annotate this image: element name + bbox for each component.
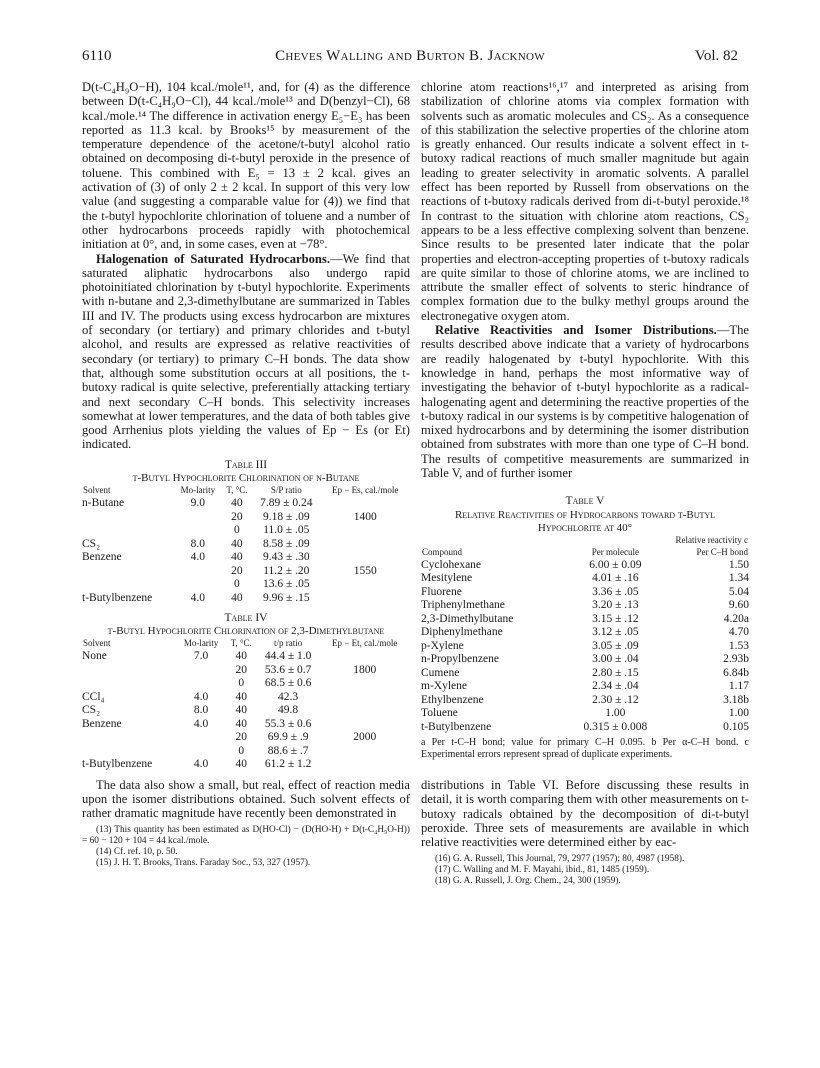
body-paragraph: distributions in Table VI. Before discussing these results in detail, it is worth comparing them with other measurements on t-butoxy radicals obtained by the decomposition of di-t-butyl peroxide. Three sets of measurements are available in which relative reactivities were determined either by eac- xyxy=(421,778,749,850)
table-cell: 4.0 xyxy=(190,551,206,564)
running-title: Cheves Walling and Burton B. Jacknow xyxy=(275,48,545,64)
table-cell: None xyxy=(82,650,107,663)
column-header: Solvent xyxy=(83,638,111,649)
table-cell: 1800 xyxy=(353,663,377,676)
table-cell: 1.53 xyxy=(728,639,749,652)
body-paragraph: The data also show a small, but real, effect of reaction media upon the isomer distributions obtained. Such solvent effects of rather dramatic magnitude have recently been demonstrated in xyxy=(82,777,410,821)
table-cell: Mesitylene xyxy=(421,572,473,585)
table-title: t-Butyl Hypochlorite Chlorination of 2,3-Dimethylbutane xyxy=(107,625,385,638)
table-cell: 3.15 ± .12 xyxy=(592,612,639,625)
table-row xyxy=(82,718,410,732)
column-header: Mo-larity xyxy=(183,638,219,649)
table-row xyxy=(82,745,410,759)
body-paragraph xyxy=(82,252,410,452)
table-cell xyxy=(174,578,222,592)
table-row xyxy=(421,667,749,681)
column-header: Per molecule xyxy=(591,546,639,557)
table-cell: 11.2 ± .20 xyxy=(263,564,310,577)
table-row xyxy=(421,707,749,721)
table-cell: p-Xylene xyxy=(421,639,464,652)
table-label: Table V xyxy=(565,495,605,508)
column-header: Ep − Et, cal./mole xyxy=(332,638,398,649)
table-row xyxy=(82,592,410,606)
table-label: Table IV xyxy=(224,612,268,625)
table-title: Relative Reactivities of Hydrocarbons toward t-Butyl Hypochlorite at 40° xyxy=(454,508,716,534)
footnote: (14) Cf. ref. 10, p. 50. xyxy=(96,846,178,857)
column-header: Solvent xyxy=(83,485,111,496)
table-cell: 68.5 ± 0.6 xyxy=(264,677,312,690)
table-cell: Diphenylmethane xyxy=(421,626,503,639)
table-cell xyxy=(174,565,222,579)
table-row xyxy=(421,626,749,640)
table-cell: CS₂ xyxy=(82,537,101,550)
table-cell: 49.8 xyxy=(278,704,299,717)
page-number: 6110 xyxy=(82,48,112,64)
table-cell: 40 xyxy=(235,758,247,771)
table-row xyxy=(82,664,410,678)
table-cell: 53.6 ± 0.7 xyxy=(264,663,312,676)
table-cell: Toluene xyxy=(421,707,458,720)
table-cell xyxy=(82,664,177,678)
table-cell: 9.60 xyxy=(728,599,749,612)
table-row xyxy=(82,497,410,511)
table-cell: 5.04 xyxy=(728,585,749,598)
table-cell: 4.20a xyxy=(723,612,749,625)
table-cell: 20 xyxy=(235,663,247,676)
table-cell: 40 xyxy=(231,591,243,604)
table-cell: 7.89 ± 0.24 xyxy=(260,497,313,510)
table-cell: 4.01 ± .16 xyxy=(592,572,639,585)
table-row xyxy=(82,650,410,664)
table-title: t-Butyl Hypochlorite Chlorination of n-Butane xyxy=(132,472,360,485)
table-cell: 2.34 ± .04 xyxy=(592,680,639,693)
table-cell: 2.30 ± .12 xyxy=(592,693,639,706)
table-cell xyxy=(82,731,177,745)
table-cell: 20 xyxy=(235,731,247,744)
table-cell: 1.00 xyxy=(728,707,749,720)
table-cell: CS₂ xyxy=(82,704,101,717)
table-row xyxy=(421,680,749,694)
table-row xyxy=(82,677,410,691)
table-cell: 2,3-Dimethylbutane xyxy=(421,612,514,625)
body-paragraph: D(t-C₄H₉O−H), 104 kcal./mole¹¹, and, for (4) as the difference between D(t-C₄H₉O−Cl), 44 kcal./mole¹³ and D(benzyl−Cl), 68 kcal./mole.¹⁴ The difference in activation energy E₅−E₃ has been reported as 11.3 kcal. by Brooks¹⁵ by measurement of the temperature dependence of the acetone/t-butyl alcohol ratio obtained on decomposing di-t-butyl peroxide in the presence of toluene. This combined with E₅ = 13 ± 2 kcal. gives an activation of (3) of only 2 ± 2 kcal. In support of this very low value (and suggesting a comparable value for (4)) we find that the t-butyl hypochlorite chlorination of toluene and a number of other hydrocarbons proceeds rapidly with photochemical initiation at 0°, and, in some cases, even at −78°. xyxy=(82,80,410,252)
table-cell: n-Butane xyxy=(82,497,125,510)
column-header: T, °C. xyxy=(230,638,252,649)
table-cell xyxy=(321,497,410,511)
table-cell: 6.84b xyxy=(723,666,749,679)
table-cell: 13.6 ± .05 xyxy=(263,578,310,591)
table-cell: t-Butylbenzene xyxy=(421,720,492,733)
table-cell: 8.0 xyxy=(190,537,206,550)
table-cell xyxy=(177,745,226,759)
table-row xyxy=(421,653,749,667)
table-cell xyxy=(319,650,410,664)
table-row xyxy=(421,599,749,613)
volume-label: Vol. 82 xyxy=(694,48,738,64)
table-iii xyxy=(82,485,410,605)
right-column xyxy=(421,80,749,887)
table-cell: Cumene xyxy=(421,666,460,679)
table-cell: 40 xyxy=(235,704,247,717)
table-cell: 55.3 ± 0.6 xyxy=(264,717,312,730)
footnotes xyxy=(82,825,410,869)
table-cell: 3.00 ± .04 xyxy=(592,653,639,666)
paragraph-text: —We find that saturated aliphatic hydrocarbons also undergo rapid photoinitiated chlorination by t-butyl hypochlorite. Experiments with n-butane and 2,3-dimethylbutane are summarized in Tables III and IV. The products using excess hydrocarbon are mixtures of secondary (or tertiary) and primary chlorides and t-butyl alcohol, and results are expressed as relative reactivities of secondary (or tertiary) to primary C–H bonds. The data show that, although some substitution occurs at all positions, the t-butoxy radical is quite selective, preferentially attacking tertiary and next secondary C–H bonds. This selectivity increases somewhat at lower temperatures, and the data of both tables give good Arrhenius plots yielding the values of Ep − Es (or Et) indicated. xyxy=(82,251,411,452)
table-cell: 4.0 xyxy=(193,690,209,703)
footnote: (15) J. H. T. Brooks, Trans. Faraday Soc., 53, 327 (1957). xyxy=(96,857,311,868)
body-paragraph xyxy=(421,323,749,480)
body-paragraph: chlorine atom reactions¹⁶,¹⁷ and interpreted as arising from stabilization of chlorine atoms via complex formation with solvents such as aromatic molecules and CS₂. As a consequence of this stabilization the selective properties of the chlorine atom is greatly enhanced. Our results indicate a solvent effect in t-butoxy radical reactions of much smaller magnitude but again leading to greater selectivity in aromatic solvents. A parallel effect has been reported by Russell from observations on the reactions of t-butoxy radicals derived from di-t-butyl peroxide.¹⁸ In contrast to the situation with chlorine atom reactions, CS₂ appears to be a less effective complexing solvent than benzene. Since results to be presented later indicate that the polar properties and electron-accepting properties of t-butoxy radicals are quite similar to those of chlorine atoms, we are inclined to attribute the smaller effect of solvents to steric hindrance of complex formation due to the bulky methyl groups around the electronegative oxygen atom. xyxy=(421,80,749,323)
table-label: Table III xyxy=(224,458,268,471)
table-cell: 0 xyxy=(234,578,240,591)
table-cell xyxy=(319,704,410,718)
table-row xyxy=(82,565,410,579)
table-cell: Cyclohexane xyxy=(421,558,482,571)
table-cell: Benzene xyxy=(82,717,122,730)
table-row xyxy=(82,578,410,592)
table-cell: 0 xyxy=(238,677,245,690)
table-cell: 4.70 xyxy=(728,626,749,639)
table-cell: 6.00 ± 0.09 xyxy=(589,558,642,571)
table-row xyxy=(82,551,410,565)
table-row xyxy=(82,538,410,552)
table-cell: 1.50 xyxy=(728,558,749,571)
table-v xyxy=(421,535,749,735)
table-cell xyxy=(82,677,177,691)
table-row xyxy=(421,613,749,627)
table-cell: n-Propylbenzene xyxy=(421,653,499,666)
section-heading: Halogenation of Saturated Hydrocarbons. xyxy=(96,251,330,266)
table-cell: 3.05 ± .09 xyxy=(592,639,639,652)
table-cell: 0 xyxy=(238,744,245,757)
table-row xyxy=(421,640,749,654)
table-cell xyxy=(174,511,222,525)
table-cell xyxy=(177,677,226,691)
column-header: T, °C. xyxy=(226,485,248,496)
table-cell: 1.17 xyxy=(728,680,749,693)
table-row xyxy=(82,511,410,525)
table-row xyxy=(421,559,749,573)
table-cell: 20 xyxy=(231,510,243,523)
paragraph-text: —The results described above indicate that a variety of hydrocarbons are readily halogenated by t-butyl hypochlorite. With this knowledge in hand, perhaps the most informative way of investigating the behavior of t-butyl hypochlorite as a radical-halogenating agent and determining the reactive properties of the t-butoxy radical in our systems is by competitive halogenation of mixed hydrocarbons and by determining the isomer distribution obtained from substrates with more than one type of C–H bond. The results of competitive measurements are summarized in Table V, and of further isomer xyxy=(421,323,750,481)
table-cell: 4.0 xyxy=(190,591,206,604)
left-column xyxy=(82,80,410,869)
table-cell: 3.20 ± .13 xyxy=(592,599,639,612)
table-cell: 4.0 xyxy=(193,717,209,730)
footnotes xyxy=(421,854,749,887)
table-cell xyxy=(321,592,410,606)
column-header: Mo-larity xyxy=(180,485,216,496)
table-cell xyxy=(177,731,226,745)
table-cell: 61.2 ± 1.2 xyxy=(264,758,312,771)
table-cell: 44.4 ± 1.0 xyxy=(264,650,312,663)
table-row xyxy=(421,572,749,586)
footnote: (18) G. A. Russell, J. Org. Chem., 24, 300 (1959). xyxy=(435,875,621,886)
column-header: Compound xyxy=(422,546,463,557)
table-iv xyxy=(82,638,410,772)
table-cell: 42.3 xyxy=(278,690,299,703)
table-row xyxy=(82,704,410,718)
running-header xyxy=(82,48,738,68)
table-cell: 9.96 ± .15 xyxy=(263,591,310,604)
table-cell xyxy=(177,664,226,678)
table-cell: t-Butylbenzene xyxy=(82,591,153,604)
footnote: (13) This quantity has been estimated as D(HO-Cl) − (D(HO-H) + D(t-C₄H₉O-H)) = 60 − 120 + 104 = 44 kcal./mole. xyxy=(82,824,410,846)
table-cell: 8.58 ± .09 xyxy=(263,537,310,550)
table-cell xyxy=(321,551,410,565)
table-cell: 40 xyxy=(231,551,243,564)
column-header: t/p ratio xyxy=(273,638,303,649)
table-cell: 3.12 ± .05 xyxy=(592,626,639,639)
table-cell xyxy=(319,691,410,705)
table-cell: 1400 xyxy=(353,510,377,523)
section-heading: Relative Reactivities and Isomer Distributions. xyxy=(435,323,717,338)
table-cell xyxy=(174,524,222,538)
table-cell: 3.18b xyxy=(723,693,749,706)
table-cell: 40 xyxy=(235,650,247,663)
table-row xyxy=(82,524,410,538)
table-cell xyxy=(321,578,410,592)
table-cell: Fluorene xyxy=(421,585,462,598)
table-cell: 1.00 xyxy=(605,707,626,720)
table-cell: 88.6 ± .7 xyxy=(267,744,309,757)
table-cell: Triphenylmethane xyxy=(421,599,505,612)
column-group-header: Relative reactivity c xyxy=(675,534,748,545)
table-cell xyxy=(82,524,174,538)
table-cell: m-Xylene xyxy=(421,680,467,693)
table-cell: 40 xyxy=(231,537,243,550)
table-row xyxy=(82,731,410,745)
table-cell xyxy=(82,745,177,759)
footnote: (17) C. Walling and M. F. Mayahi, ibid., 81, 1485 (1959). xyxy=(435,864,650,875)
footnote: (16) G. A. Russell, This Journal, 79, 2977 (1957); 80, 4987 (1958). xyxy=(435,853,685,864)
table-cell: 4.0 xyxy=(193,758,209,771)
table-cell: 9.18 ± .09 xyxy=(263,510,310,523)
table-cell xyxy=(321,524,410,538)
table-cell: 2000 xyxy=(353,731,377,744)
table-cell xyxy=(319,677,410,691)
table-cell: 9.0 xyxy=(190,497,206,510)
table-cell: 0.315 ± 0.008 xyxy=(583,720,648,733)
table-cell: 40 xyxy=(235,717,247,730)
table-cell xyxy=(319,758,410,772)
table-cell xyxy=(82,578,174,592)
table-cell: 3.36 ± .05 xyxy=(592,585,639,598)
table-cell xyxy=(82,511,174,525)
table-cell: 2.80 ± .15 xyxy=(592,666,639,679)
table-cell: 2.93b xyxy=(723,653,749,666)
table-row xyxy=(421,586,749,600)
table-cell: 0.105 xyxy=(723,720,749,733)
table-cell: 1550 xyxy=(353,564,377,577)
table-cell xyxy=(321,538,410,552)
table-cell: 40 xyxy=(235,690,247,703)
table-cell: CCl₄ xyxy=(82,690,105,703)
table-cell xyxy=(319,718,410,732)
table-cell: 9.43 ± .30 xyxy=(263,551,310,564)
table-row xyxy=(82,691,410,705)
table-row xyxy=(421,721,749,735)
column-header: S/P ratio xyxy=(270,485,302,496)
column-header: Ep − Es, cal./mole xyxy=(332,485,399,496)
table-cell: 20 xyxy=(231,564,243,577)
table-cell: 1.34 xyxy=(728,572,749,585)
table-cell: 40 xyxy=(231,497,243,510)
table-cell: 0 xyxy=(234,524,240,537)
table-cell: 69.9 ± .9 xyxy=(267,731,309,744)
column-header: Per C–H bond xyxy=(696,546,748,557)
table-cell: 7.0 xyxy=(193,650,209,663)
table-cell: t-Butylbenzene xyxy=(82,758,153,771)
table-cell: Ethylbenzene xyxy=(421,693,484,706)
table-row xyxy=(82,758,410,772)
table-cell xyxy=(319,745,410,759)
table-cell: 8.0 xyxy=(193,704,209,717)
table-cell: Benzene xyxy=(82,551,122,564)
table-cell: 11.0 ± .05 xyxy=(263,524,310,537)
table-footnote: a Per t-C–H bond; value for primary C–H 0.095. b Per α-C–H bond. c Experimental errors represent spread of duplicate experiments. xyxy=(421,737,749,760)
table-row xyxy=(421,694,749,708)
table-cell xyxy=(82,565,174,579)
